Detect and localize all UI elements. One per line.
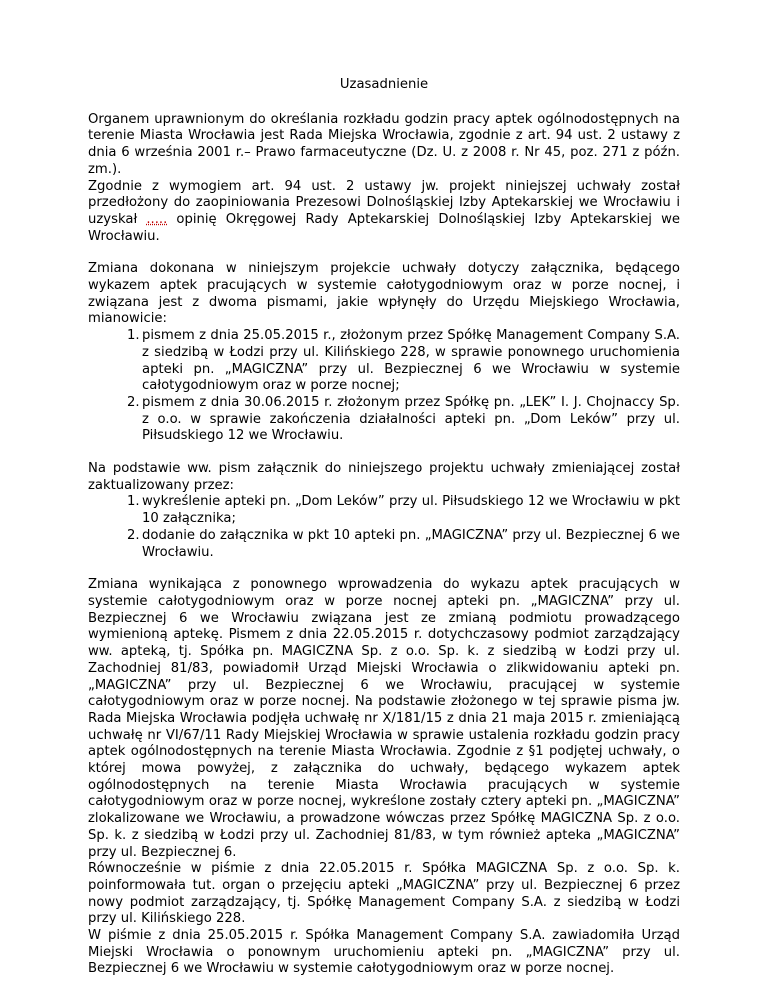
paragraph-update-intro: Na podstawie ww. pism załącznik do niniejszego projektu uchwały zmieniającej został zaktualizowany przez: [88, 461, 680, 493]
letters-list [88, 328, 680, 445]
list-item [88, 494, 680, 527]
paragraph-reopening: W piśmie z dnia 25.05.2015 r. Spółka Management Company S.A. zawiadomiła Urząd Miejski Wrocławia o ponownym uruchomieniu apteki pn. „MAGICZNA” przy ul. Bezpiecznej 6 we Wrocławiu w systemie całotygodniowym oraz w porze nocnej. [88, 928, 680, 977]
list-item [88, 328, 680, 395]
placeholder-dots: ..... [146, 211, 168, 227]
updates-list [88, 494, 680, 561]
list-item-text: dodanie do załącznika w pkt 10 apteki pn. „MAGICZNA” przy ul. Bezpiecznej 6 we Wrocławiu. [142, 527, 680, 560]
list-item-number: 2. [127, 527, 140, 543]
paragraph-change-details: Zmiana wynikająca z ponownego wprowadzenia do wykazu aptek pracujących w systemie całotygodniowym oraz w porze nocnej apteki pn. „MAGICZNA” przy ul. Bezpiecznej 6 we Wrocławiu związana jest ze zmianą podmiotu prowadzącego wymienioną aptekę. Pismem z dnia 22.05.2015 r. dotychczasowy podmiot zarządzający ww. apteką, tj. Spółka pn. MAGICZNA Sp. z o.o. Sp. k. z siedzibą w Łodzi przy ul. Zachodniej 81/83, powiadomił Urząd Miejski Wrocławia o zlikwidowaniu apteki pn. „MAGICZNA” przy ul. Bezpiecznej 6 we Wrocławiu, pracującej w systemie całotygodniowym oraz w porze nocnej. Na podstawie złożonego w tej sprawie pisma jw. Rada Miejska Wrocławia podjęła uchwałę nr X/181/15 z dnia 21 maja 2015 r. zmieniającą uchwałę nr VI/67/11 Rady Miejskiej Wrocławia w sprawie ustalenia rozkładu godzin pracy aptek ogólnodostępnych na terenie Miasta Wrocławia. Zgodnie z §1 podjętej uchwały, o której mowa powyżej, z załącznika do uchwały, będącego wykazem aptek ogólnodostępnych na terenie Miasta Wrocławia pracujących w systemie całotygodniowym oraz w porze nocnej, wykreślone zostały cztery apteki pn. „MAGICZNA” zlokalizowane we Wrocławiu, a prowadzone wówczas przez Spółkę MAGICZNA Sp. z o.o. Sp. k. z siedzibą w Łodzi przy ul. Zachodniej 81/83, w tym również apteka „MAGICZNA” przy ul. Bezpiecznej 6. [88, 577, 680, 860]
paragraph-opinion-text-b: opinię Okręgowej Rady Aptekarskiej Dolnośląskiej Izby Aptekarskiej we Wrocławiu. [88, 211, 680, 244]
list-item-number: 2. [127, 394, 140, 410]
paragraph-legal-basis: Organem uprawnionym do określania rozkładu godzin pracy aptek ogólnodostępnych na terenie Miasta Wrocławia jest Rada Miejska Wrocławia, zgodnie z art. 94 ust. 2 ustawy z dnia 6 września 2001 r.– Prawo farmaceutyczne (Dz. U. z 2008 r. Nr 45, poz. 271 z późn. zm.). [88, 111, 680, 177]
list-item-number: 1. [127, 328, 140, 344]
list-item [88, 395, 680, 445]
document-page [88, 77, 680, 978]
document-title: Uzasadnienie [339, 77, 429, 92]
list-item-text: pismem z dnia 25.05.2015 r., złożonym przez Spółkę Management Company S.A. z siedzibą w Łodzi przy ul. Kilińskiego 228, w sprawie ponownego uruchomienia apteki pn. „MAGICZNA” przy ul. Bezpiecznej 6 we Wrocławiu w systemie całotygodniowym oraz w porze nocnej; [142, 328, 680, 394]
list-item-text: pismem z dnia 30.06.2015 r. złożonym przez Spółkę pn. „LEK” I. J. Chojnaccy Sp. z o.o. w sprawie zakończenia działalności apteki pn. „Dom Leków” przy ul. Piłsudskiego 12 we Wrocławiu. [142, 394, 680, 444]
paragraph-change-intro: Zmiana dokonana w niniejszym projekcie uchwały dotyczy załącznika, będącego wykazem aptek pracujących w systemie całotygodniowym oraz w porze nocnej, i związana jest z dwoma pismami, jakie wpłynęły do Urzędu Miejskiego Wrocławia, mianowicie: [88, 261, 680, 327]
list-item [88, 528, 680, 561]
paragraph-opinion [88, 179, 680, 246]
paragraph-opinion-text-a: Zgodnie z wymogiem art. 94 ust. 2 ustawy jw. projekt niniejszej uchwały został przedłożony do zaopiniowania Prezesowi Dolnośląskiej Izby Aptekarskiej we Wrocławiu i uzyskał [88, 178, 680, 227]
paragraph-takeover: Równocześnie w piśmie z dnia 22.05.2015 r. Spółka MAGICZNA Sp. z o.o. Sp. k. poinformowała tut. organ o przejęciu apteki „MAGICZNA” przy ul. Bezpiecznej 6 przez nowy podmiot zarządzający, tj. Spółkę Management Company S.A. z siedzibą w Łodzi przy ul. Kilińskiego 228. [88, 861, 680, 927]
list-item-text: wykreślenie apteki pn. „Dom Leków” przy ul. Piłsudskiego 12 we Wrocławiu w pkt 10 załącznika; [142, 494, 680, 527]
list-item-number: 1. [127, 494, 140, 510]
